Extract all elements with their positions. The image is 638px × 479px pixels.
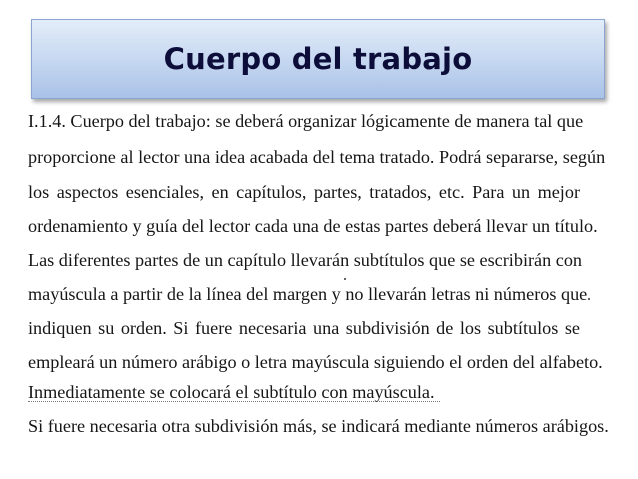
- document-line-4: ordenamiento y guía del lector cada una de estas partes deberá llevar un título.: [28, 216, 598, 236]
- document-line-3: los aspectos esenciales, en capítulos, partes, tratados, etc. Para un mejor: [28, 182, 580, 202]
- document-line-6: mayúscula a partir de la línea del margen y no llevarán letras ni números que: [28, 284, 588, 304]
- scanned-document-excerpt: [28, 108, 608, 443]
- document-line-9: Inmediatamente se colocará el subtítulo con mayúscula.: [28, 382, 435, 402]
- slide-title-box: [31, 19, 605, 99]
- document-line-10: Si fuere necesaria otra subdivisión más, se indicará mediante números arábigos.: [28, 416, 609, 436]
- scan-speck: [344, 278, 346, 280]
- document-line-7: indiquen su orden. Si fuere necesaria una subdivisión de los subtítulos se: [28, 318, 580, 338]
- slide-title: Cuerpo del trabajo: [163, 42, 473, 76]
- document-line-8: empleará un número arábigo o letra mayúscula siguiendo el orden del alfabeto.: [28, 352, 603, 372]
- scan-speck: [588, 298, 590, 300]
- document-line-1: I.1.4. Cuerpo del trabajo: se deberá organizar lógicamente de manera tal que: [28, 111, 584, 131]
- document-line-2: proporcione al lector una idea acabada del tema tratado. Podrá separarse, según: [28, 147, 606, 167]
- margin-rule-line: [28, 401, 440, 402]
- document-line-5: Las diferentes partes de un capítulo llevarán subtítulos que se escribirán con: [28, 250, 583, 270]
